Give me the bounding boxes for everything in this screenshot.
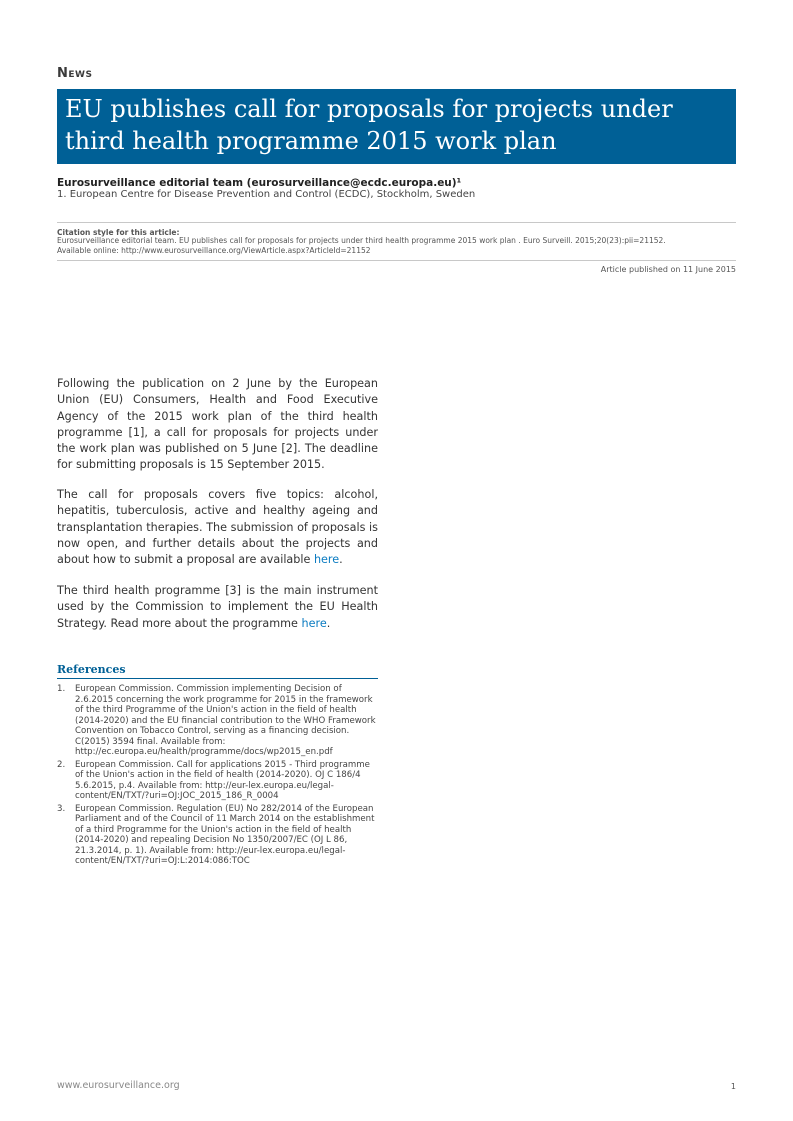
body-paragraph-3-text: The third health programme [3] is the main instrument used by the Commission to implement the EU Health Strategy. Read more about the programme [57, 584, 378, 630]
footer-url[interactable]: www.eurosurveillance.org [57, 1080, 180, 1091]
reference-text: European Commission. Regulation (EU) No 282/2014 of the European Parliament and of the Council of 11 March 2014 on the establishment of a third Programme for the Union's action in the field of health (2014-2020) and repealing Decision No 1350/2007/EC (OJ L 86, 21.3.2014, p. 1). Available from: http://eur-lex.europa.eu/legal-content/EN/TXT/?uri=OJ:L:2014:086:TOC [75, 803, 375, 866]
reference-number: 1. [57, 684, 66, 694]
article-title: EU publishes call for proposals for projects under third health programme 2015 work plan [65, 95, 673, 155]
author-line: Eurosurveillance editorial team (eurosurveillance@ecdc.europa.eu)¹ [57, 177, 462, 189]
affiliation: 1. European Centre for Disease Prevention and Control (ECDC), Stockholm, Sweden [57, 189, 476, 200]
reference-text: European Commission. Commission implementing Decision of 2.6.2015 concerning the work programme for 2015 in the framework of the third Programme of the Union's action in the field of health (2014-2020) and the EU financial contribution to the WHO Framework Convention on Tobacco Control, serving as a financing decision. C(2015) 3594 final. Available from: http://ec.europa.eu/health/programme/docs/wp2015_en.pdf [75, 684, 376, 757]
page-number: 1 [730, 1082, 736, 1091]
reference-text: European Commission. Call for applications 2015 - Third programme of the Union's action in the field of health (2014-2020). OJ C 186/4 5.6.2015, p.4. Available from: http://eur-lex.europa.eu/legal-content/EN/TXT/?uri=OJ:JOC_2015_186_R_0004 [75, 759, 370, 801]
citation-line-2: Available online: http://www.eurosurveillance.org/ViewArticle.aspx?ArticleId=21152 [57, 246, 371, 255]
citation-label: Citation style for this article: [57, 228, 180, 237]
references-rule [57, 678, 378, 679]
body-paragraph-3 [57, 583, 378, 632]
title-banner [57, 89, 736, 164]
body-paragraph-1: Following the publication on 2 June by the European Union (EU) Consumers, Health and Food Executive Agency of the 2015 work plan of the third health programme [1], a call for proposals for projects under the work plan was published on 5 June [2]. The deadline for submitting proposals is 15 September 2015. [57, 377, 378, 472]
body-paragraph-2-text: The call for proposals covers five topics: alcohol, hepatitis, tuberculosis, active and healthy ageing and transplantation therapies. The submission of proposals is now open, and further details about the projects and about how to submit a proposal are available [57, 488, 378, 567]
here-link-2[interactable]: here [301, 616, 327, 630]
citation-text [57, 236, 736, 256]
period: . [339, 553, 343, 567]
reference-item [57, 760, 378, 802]
reference-item [57, 684, 378, 758]
here-link-1[interactable]: here [313, 553, 340, 567]
references-list [57, 684, 378, 869]
reference-item [57, 804, 378, 867]
section-label: News [57, 66, 93, 81]
period: . [326, 616, 331, 630]
references-heading: References [57, 663, 126, 676]
reference-number: 3. [57, 803, 66, 814]
divider-top [57, 222, 736, 223]
body-paragraph-2 [57, 487, 378, 568]
reference-number: 2. [57, 759, 66, 770]
citation-line-1: Eurosurveillance editorial team. EU publishes call for proposals for projects under third health programme 2015 work plan . Euro Surveill. 2015;20(23):pii=21152. [57, 236, 666, 245]
divider-bottom [57, 260, 736, 261]
published-date: Article published on 11 June 2015 [600, 265, 736, 274]
